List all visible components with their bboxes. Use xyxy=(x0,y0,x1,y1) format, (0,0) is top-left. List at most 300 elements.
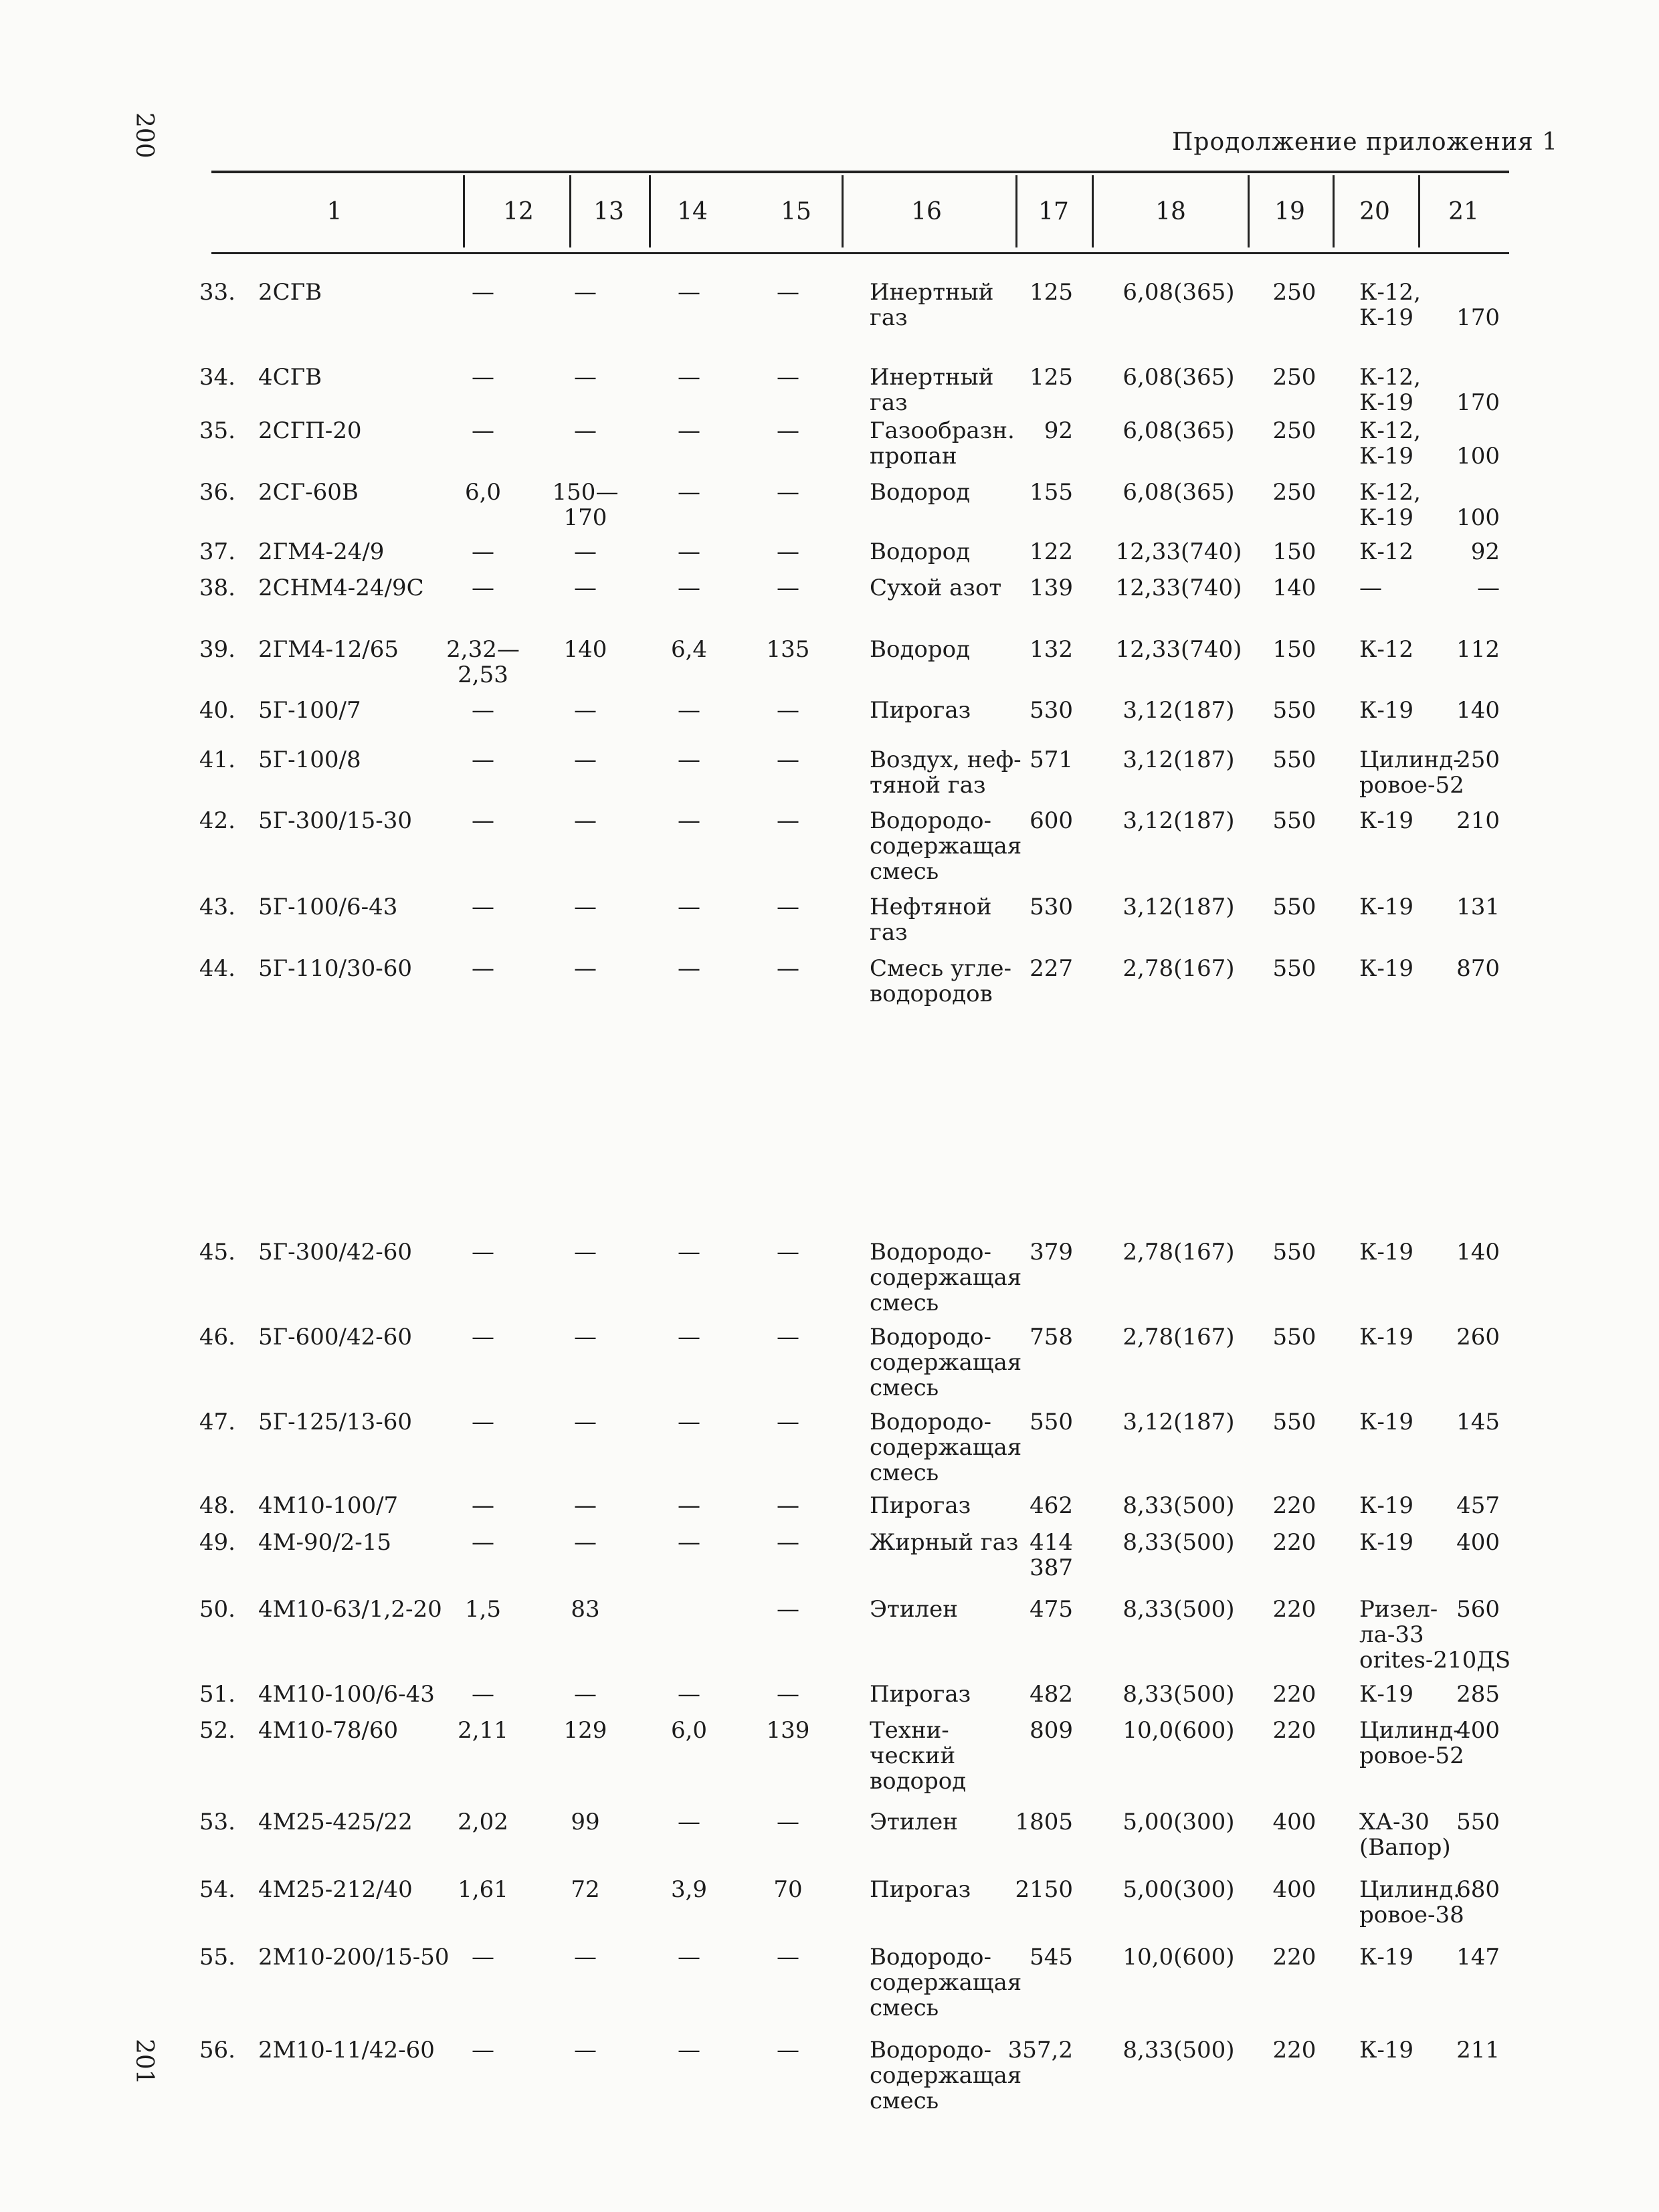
cell-col-12: — xyxy=(472,1239,494,1266)
cell-col-19: 550 xyxy=(1272,807,1316,834)
row-number: 33. xyxy=(199,279,235,306)
cell-col-12: 6,0 xyxy=(464,479,502,506)
cell-col-13: — xyxy=(574,894,597,920)
cell-pressure: 8,33(500) xyxy=(1123,1529,1235,1556)
cell-col-15: — xyxy=(777,417,799,444)
cell-col-13: — xyxy=(574,1681,597,1708)
cell-col-13: — xyxy=(574,2037,597,2064)
cell-col-12: — xyxy=(472,2037,494,2064)
table-header-rule xyxy=(211,252,1509,254)
cell-col-14: — xyxy=(678,697,700,724)
cell-oil: Цилинд. ровое-38 xyxy=(1359,1876,1464,1928)
compressor-model: 5Г-100/7 xyxy=(258,697,361,724)
cell-col-19: 400 xyxy=(1272,1876,1316,1903)
cell-col-19: 400 xyxy=(1272,1809,1316,1835)
cell-col-19: 250 xyxy=(1272,479,1316,506)
cell-col-21: 285 xyxy=(1456,1681,1500,1708)
cell-col-13: — xyxy=(574,955,597,982)
header-column-divider xyxy=(649,175,651,247)
cell-col-14: — xyxy=(678,1681,700,1708)
cell-gas: Водород xyxy=(870,636,971,663)
cell-col-14: — xyxy=(678,746,700,773)
cell-col-17: 600 xyxy=(1030,807,1073,834)
column-header: 14 xyxy=(677,198,708,225)
cell-gas: Водородо- содержащая смесь xyxy=(870,2037,1022,2114)
cell-oil: К-19 xyxy=(1359,955,1414,982)
cell-oil: К-12, К-19 xyxy=(1359,364,1421,416)
cell-oil: К-19 xyxy=(1359,1324,1414,1350)
header-column-divider xyxy=(1248,175,1250,247)
compressor-model: 5Г-300/42-60 xyxy=(258,1239,412,1266)
cell-col-19: 550 xyxy=(1272,746,1316,773)
row-number: 36. xyxy=(199,479,235,506)
compressor-model: 2М10-11/42-60 xyxy=(258,2037,435,2064)
cell-col-21: 211 xyxy=(1456,2037,1500,2064)
row-number: 50. xyxy=(199,1596,235,1623)
column-header: 19 xyxy=(1274,198,1305,225)
compressor-model: 2СГВ xyxy=(258,279,322,306)
cell-pressure: 3,12(187) xyxy=(1123,1409,1235,1435)
column-header: 20 xyxy=(1359,198,1390,225)
cell-col-12: — xyxy=(472,364,494,391)
cell-pressure: 8,33(500) xyxy=(1123,2037,1235,2064)
cell-pressure: 2,78(167) xyxy=(1123,1239,1235,1266)
compressor-model: 4СГВ xyxy=(258,364,322,391)
cell-col-14: — xyxy=(678,417,700,444)
column-header: 1 xyxy=(326,198,343,225)
cell-col-12: — xyxy=(472,955,494,982)
header-column-divider xyxy=(1333,175,1335,247)
cell-col-21: — xyxy=(1477,575,1500,601)
cell-gas: Нефтяной газ xyxy=(870,894,992,946)
compressor-model: 2ГМ4-12/65 xyxy=(258,636,399,663)
cell-col-15: 139 xyxy=(766,1717,810,1744)
cell-col-14: — xyxy=(678,479,700,506)
compressor-model: 4М25-212/40 xyxy=(258,1876,413,1903)
cell-col-12: 2,11 xyxy=(458,1717,508,1744)
compressor-model: 2М10-200/15-50 xyxy=(258,1944,450,1971)
row-number: 44. xyxy=(199,955,235,982)
cell-col-15: — xyxy=(777,1944,799,1971)
cell-oil: К-12, К-19 xyxy=(1359,279,1421,331)
compressor-model: 5Г-110/30-60 xyxy=(258,955,412,982)
cell-col-17: 2150 xyxy=(1015,1876,1073,1903)
cell-col-14: — xyxy=(678,538,700,565)
cell-col-17: 92 xyxy=(1044,417,1073,444)
header-column-divider xyxy=(842,175,844,247)
cell-oil: К-19 xyxy=(1359,1492,1414,1519)
cell-col-19: 220 xyxy=(1272,1529,1316,1556)
column-header: 13 xyxy=(593,198,624,225)
cell-gas: Техни- ческий водород xyxy=(870,1717,967,1795)
cell-col-14: — xyxy=(678,575,700,601)
cell-gas: Водородо- содержащая смесь xyxy=(870,1239,1022,1316)
cell-gas: Жирный газ xyxy=(870,1529,1019,1556)
cell-col-19: 220 xyxy=(1272,1717,1316,1744)
cell-col-17: 414 387 xyxy=(1030,1529,1073,1581)
cell-col-13: — xyxy=(574,364,597,391)
row-number: 34. xyxy=(199,364,235,391)
cell-col-17: 475 xyxy=(1030,1596,1073,1623)
cell-col-17: 125 xyxy=(1030,279,1073,306)
cell-col-21: 131 xyxy=(1456,894,1500,920)
cell-col-15: — xyxy=(777,1809,799,1835)
cell-col-14: — xyxy=(678,364,700,391)
cell-col-13: — xyxy=(574,1409,597,1435)
cell-col-19: 250 xyxy=(1272,279,1316,306)
row-number: 46. xyxy=(199,1324,235,1350)
cell-oil: К-19 xyxy=(1359,1239,1414,1266)
cell-oil: К-19 xyxy=(1359,894,1414,920)
cell-col-15: — xyxy=(777,575,799,601)
cell-oil: К-12, К-19 xyxy=(1359,417,1421,470)
cell-col-21: 210 xyxy=(1456,807,1500,834)
cell-col-13: 99 xyxy=(571,1809,600,1835)
cell-oil: К-19 xyxy=(1359,697,1414,724)
cell-gas: Инертный газ xyxy=(870,364,994,416)
cell-col-21: 260 xyxy=(1456,1324,1500,1350)
cell-gas: Водород xyxy=(870,479,971,506)
cell-col-17: 379 xyxy=(1030,1239,1073,1266)
cell-col-13: — xyxy=(574,279,597,306)
cell-col-14: — xyxy=(678,279,700,306)
cell-col-13: — xyxy=(574,538,597,565)
header-column-divider xyxy=(1092,175,1094,247)
cell-col-17: 155 xyxy=(1030,479,1073,506)
cell-col-19: 550 xyxy=(1272,697,1316,724)
cell-col-15: — xyxy=(777,279,799,306)
cell-gas: Водородо- содержащая смесь xyxy=(870,1944,1022,2021)
cell-col-21: 147 xyxy=(1456,1944,1500,1971)
cell-col-21: 457 xyxy=(1456,1492,1500,1519)
cell-col-13: — xyxy=(574,746,597,773)
cell-col-19: 220 xyxy=(1272,2037,1316,2064)
cell-col-12: 1,5 xyxy=(464,1596,502,1623)
cell-col-21: 250 xyxy=(1456,746,1500,773)
cell-col-14: — xyxy=(678,1409,700,1435)
header-column-divider xyxy=(463,175,465,247)
row-number: 52. xyxy=(199,1717,235,1744)
cell-pressure: 12,33(740) xyxy=(1115,636,1242,663)
compressor-model: 2СНМ4-24/9С xyxy=(258,575,424,601)
cell-pressure: 6,08(365) xyxy=(1123,479,1235,506)
column-header: 15 xyxy=(781,198,811,225)
compressor-model: 4М10-78/60 xyxy=(258,1717,399,1744)
cell-gas: Водородо- содержащая смесь xyxy=(870,1409,1022,1486)
cell-col-19: 250 xyxy=(1272,417,1316,444)
cell-col-21: 870 xyxy=(1456,955,1500,982)
cell-col-12: — xyxy=(472,1324,494,1350)
header-column-divider xyxy=(569,175,571,247)
cell-col-17: 530 xyxy=(1030,894,1073,920)
cell-oil: К-12 xyxy=(1359,538,1414,565)
cell-col-12: — xyxy=(472,575,494,601)
column-header: 17 xyxy=(1038,198,1069,225)
cell-col-19: 550 xyxy=(1272,955,1316,982)
cell-col-17: 357,2 xyxy=(1007,2037,1073,2064)
cell-col-15: — xyxy=(777,1529,799,1556)
column-header: 16 xyxy=(911,198,942,225)
cell-col-15: — xyxy=(777,1239,799,1266)
cell-col-12: — xyxy=(472,746,494,773)
cell-col-15: — xyxy=(777,1492,799,1519)
cell-col-17: 545 xyxy=(1030,1944,1073,1971)
row-number: 35. xyxy=(199,417,235,444)
cell-pressure: 2,78(167) xyxy=(1123,955,1235,982)
cell-col-15: — xyxy=(777,479,799,506)
cell-col-17: 482 xyxy=(1030,1681,1073,1708)
cell-col-21: 170 xyxy=(1456,304,1500,331)
cell-col-21: 92 xyxy=(1470,538,1500,565)
compressor-model: 5Г-100/8 xyxy=(258,746,361,773)
cell-col-21: 100 xyxy=(1456,504,1500,531)
cell-col-15: — xyxy=(777,364,799,391)
cell-pressure: 12,33(740) xyxy=(1115,538,1242,565)
header-column-divider xyxy=(1418,175,1420,247)
table-top-rule xyxy=(211,171,1509,173)
cell-col-14: — xyxy=(678,1239,700,1266)
cell-col-15: — xyxy=(777,894,799,920)
cell-col-17: 132 xyxy=(1030,636,1073,663)
cell-col-21: 100 xyxy=(1456,443,1500,470)
cell-col-21: 560 xyxy=(1456,1596,1500,1623)
row-number: 51. xyxy=(199,1681,235,1708)
cell-gas: Водород xyxy=(870,538,971,565)
cell-col-21: 145 xyxy=(1456,1409,1500,1435)
cell-col-19: 550 xyxy=(1272,1239,1316,1266)
cell-pressure: 8,33(500) xyxy=(1123,1492,1235,1519)
cell-oil: Цилинд- ровое-52 xyxy=(1359,1717,1464,1769)
header-column-divider xyxy=(1015,175,1017,247)
cell-gas: Пирогаз xyxy=(870,1492,971,1519)
cell-col-14: — xyxy=(678,955,700,982)
cell-col-12: — xyxy=(472,1409,494,1435)
cell-col-19: 550 xyxy=(1272,894,1316,920)
cell-col-13: — xyxy=(574,575,597,601)
cell-col-12: — xyxy=(472,1529,494,1556)
cell-col-19: 220 xyxy=(1272,1492,1316,1519)
cell-col-12: — xyxy=(472,807,494,834)
compressor-model: 2СГП-20 xyxy=(258,417,362,444)
cell-col-12: — xyxy=(472,894,494,920)
cell-oil: К-12, К-19 xyxy=(1359,479,1421,531)
cell-pressure: 6,08(365) xyxy=(1123,417,1235,444)
page-number-bottom: 201 xyxy=(130,2039,158,2085)
row-number: 55. xyxy=(199,1944,235,1971)
cell-col-15: — xyxy=(777,1324,799,1350)
cell-oil: К-19 xyxy=(1359,1944,1414,1971)
cell-gas: Этилен xyxy=(870,1809,958,1835)
cell-gas: Воздух, неф- тяной газ xyxy=(870,746,1021,799)
cell-col-17: 530 xyxy=(1030,697,1073,724)
row-number: 54. xyxy=(199,1876,235,1903)
cell-col-15: 70 xyxy=(773,1876,803,1903)
cell-col-12: — xyxy=(472,1681,494,1708)
cell-pressure: 6,08(365) xyxy=(1123,364,1235,391)
cell-gas: Инертный газ xyxy=(870,279,994,331)
cell-col-21: 550 xyxy=(1456,1809,1500,1835)
cell-col-12: — xyxy=(472,279,494,306)
cell-col-19: 220 xyxy=(1272,1944,1316,1971)
cell-gas: Сухой азот xyxy=(870,575,1002,601)
row-number: 49. xyxy=(199,1529,235,1556)
row-number: 53. xyxy=(199,1809,235,1835)
cell-gas: Водородо- содержащая смесь xyxy=(870,1324,1022,1401)
cell-col-15: — xyxy=(777,2037,799,2064)
cell-col-21: 140 xyxy=(1456,697,1500,724)
cell-pressure: 10,0(600) xyxy=(1123,1717,1235,1744)
cell-col-14: — xyxy=(678,1492,700,1519)
row-number: 37. xyxy=(199,538,235,565)
cell-col-13: — xyxy=(574,697,597,724)
cell-col-19: 550 xyxy=(1272,1409,1316,1435)
cell-gas: Пирогаз xyxy=(870,1876,971,1903)
cell-col-13: — xyxy=(574,807,597,834)
compressor-model: 4М10-100/6-43 xyxy=(258,1681,435,1708)
cell-pressure: 5,00(300) xyxy=(1123,1876,1235,1903)
cell-col-13: — xyxy=(574,1239,597,1266)
cell-col-14: 3,9 xyxy=(670,1876,708,1903)
compressor-model: 4М-90/2-15 xyxy=(258,1529,392,1556)
cell-col-12: — xyxy=(472,417,494,444)
cell-col-15: — xyxy=(777,538,799,565)
compressor-model: 2ГМ4-24/9 xyxy=(258,538,385,565)
row-number: 56. xyxy=(199,2037,235,2064)
cell-oil: К-19 xyxy=(1359,1409,1414,1435)
cell-pressure: 2,78(167) xyxy=(1123,1324,1235,1350)
cell-col-17: 571 xyxy=(1030,746,1073,773)
cell-col-12: 2,02 xyxy=(458,1809,508,1835)
cell-gas: Водородо- содержащая смесь xyxy=(870,807,1022,885)
cell-col-17: 122 xyxy=(1030,538,1073,565)
row-number: 47. xyxy=(199,1409,235,1435)
cell-col-12: — xyxy=(472,1492,494,1519)
cell-col-15: — xyxy=(777,807,799,834)
cell-col-14: — xyxy=(678,1324,700,1350)
cell-col-17: 125 xyxy=(1030,364,1073,391)
cell-col-12: 1,61 xyxy=(458,1876,508,1903)
cell-oil: Ризел- ла-33 orites-210ДS xyxy=(1359,1596,1511,1674)
cell-col-21: 140 xyxy=(1456,1239,1500,1266)
cell-pressure: 8,33(500) xyxy=(1123,1681,1235,1708)
cell-col-13: — xyxy=(574,417,597,444)
cell-col-19: 250 xyxy=(1272,364,1316,391)
cell-pressure: 3,12(187) xyxy=(1123,746,1235,773)
cell-col-17: 1805 xyxy=(1015,1809,1073,1835)
cell-oil: К-19 xyxy=(1359,1529,1414,1556)
cell-col-13: 129 xyxy=(563,1717,607,1744)
cell-col-14: — xyxy=(678,1529,700,1556)
cell-col-21: 680 xyxy=(1456,1876,1500,1903)
cell-col-15: — xyxy=(777,1596,799,1623)
cell-col-21: 112 xyxy=(1456,636,1500,663)
column-header: 12 xyxy=(503,198,534,225)
cell-col-14: — xyxy=(678,1809,700,1835)
cell-col-19: 220 xyxy=(1272,1596,1316,1623)
cell-pressure: 5,00(300) xyxy=(1123,1809,1235,1835)
cell-col-13: 72 xyxy=(571,1876,600,1903)
column-header: 18 xyxy=(1155,198,1186,225)
cell-oil: ХА-30 (Вапор) xyxy=(1359,1809,1451,1861)
cell-pressure: 8,33(500) xyxy=(1123,1596,1235,1623)
cell-col-13: — xyxy=(574,1324,597,1350)
cell-col-13: — xyxy=(574,1492,597,1519)
cell-oil: К-19 xyxy=(1359,2037,1414,2064)
cell-gas: Смесь угле- водородов xyxy=(870,955,1011,1007)
cell-col-15: — xyxy=(777,746,799,773)
cell-pressure: 10,0(600) xyxy=(1123,1944,1235,1971)
row-number: 39. xyxy=(199,636,235,663)
cell-col-14: — xyxy=(678,807,700,834)
cell-gas: Газообразн. пропан xyxy=(870,417,1015,470)
cell-col-19: 140 xyxy=(1272,575,1316,601)
cell-col-14: — xyxy=(678,2037,700,2064)
row-number: 45. xyxy=(199,1239,235,1266)
cell-col-17: 809 xyxy=(1030,1717,1073,1744)
cell-col-13: 140 xyxy=(563,636,607,663)
row-number: 41. xyxy=(199,746,235,773)
cell-oil: К-19 xyxy=(1359,1681,1414,1708)
cell-col-13: 150— 170 xyxy=(552,479,619,531)
cell-col-12: — xyxy=(472,538,494,565)
compressor-model: 2СГ-60В xyxy=(258,479,359,506)
cell-col-15: — xyxy=(777,1409,799,1435)
cell-col-19: 150 xyxy=(1272,636,1316,663)
compressor-model: 5Г-600/42-60 xyxy=(258,1324,412,1350)
cell-col-15: — xyxy=(777,955,799,982)
cell-pressure: 12,33(740) xyxy=(1115,575,1242,601)
cell-col-13: — xyxy=(574,1944,597,1971)
cell-oil: Цилинд- ровое-52 xyxy=(1359,746,1464,799)
cell-col-14: — xyxy=(678,1944,700,1971)
cell-gas: Пирогаз xyxy=(870,1681,971,1708)
cell-col-17: 462 xyxy=(1030,1492,1073,1519)
cell-col-21: 400 xyxy=(1456,1717,1500,1744)
cell-oil: К-12 xyxy=(1359,636,1414,663)
cell-col-17: 758 xyxy=(1030,1324,1073,1350)
cell-col-12: 2,32— 2,53 xyxy=(446,636,520,688)
cell-oil: К-19 xyxy=(1359,807,1414,834)
compressor-model: 5Г-100/6-43 xyxy=(258,894,398,920)
row-number: 42. xyxy=(199,807,235,834)
cell-pressure: 3,12(187) xyxy=(1123,807,1235,834)
cell-col-13: 83 xyxy=(571,1596,600,1623)
cell-col-21: 170 xyxy=(1456,389,1500,416)
cell-col-19: 550 xyxy=(1272,1324,1316,1350)
cell-col-17: 550 xyxy=(1030,1409,1073,1435)
row-number: 40. xyxy=(199,697,235,724)
cell-col-19: 220 xyxy=(1272,1681,1316,1708)
cell-col-19: 150 xyxy=(1272,538,1316,565)
cell-col-15: — xyxy=(777,1681,799,1708)
column-header: 21 xyxy=(1448,198,1479,225)
row-number: 38. xyxy=(199,575,235,601)
cell-col-17: 139 xyxy=(1030,575,1073,601)
compressor-model: 4М25-425/22 xyxy=(258,1809,413,1835)
compressor-model: 5Г-125/13-60 xyxy=(258,1409,412,1435)
cell-col-14: 6,0 xyxy=(670,1717,708,1744)
compressor-model: 4М10-63/1,2-20 xyxy=(258,1596,442,1623)
cell-col-13: — xyxy=(574,1529,597,1556)
cell-gas: Этилен xyxy=(870,1596,958,1623)
cell-col-12: — xyxy=(472,697,494,724)
cell-pressure: 3,12(187) xyxy=(1123,894,1235,920)
cell-col-21: 400 xyxy=(1456,1529,1500,1556)
cell-col-14: — xyxy=(678,894,700,920)
compressor-model: 5Г-300/15-30 xyxy=(258,807,412,834)
cell-col-15: 135 xyxy=(766,636,810,663)
cell-pressure: 3,12(187) xyxy=(1123,697,1235,724)
